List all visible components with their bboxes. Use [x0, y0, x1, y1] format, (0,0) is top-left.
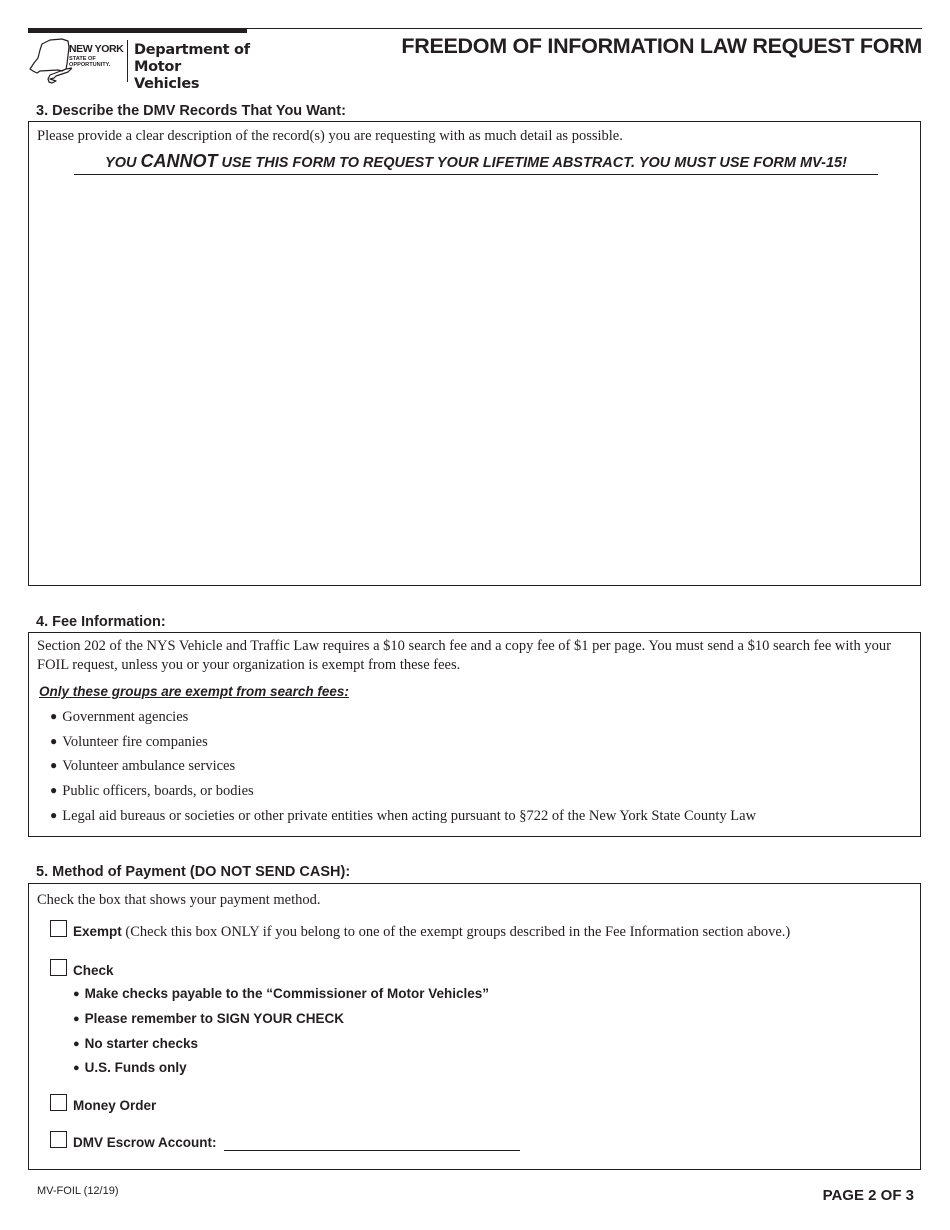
exempt-group-item: [50, 758, 235, 775]
check-note-item: [73, 1036, 198, 1051]
check-option: [73, 963, 114, 980]
logo-divider: [127, 40, 128, 82]
check-note-item: [73, 1060, 187, 1075]
exempt-group-item: [50, 808, 756, 825]
logo-state-name: NEW YORK: [69, 43, 124, 55]
check-note-item: [73, 1011, 344, 1026]
warning-emphasis: CANNOT: [140, 151, 218, 171]
money-order-checkbox[interactable]: [50, 1094, 67, 1111]
exempt-group-text: Legal aid bureaus or societies or other private entities when acting pursuant to §722 of the New York State County Law: [62, 808, 757, 824]
escrow-label: DMV Escrow Account:: [73, 1135, 217, 1150]
exempt-checkbox[interactable]: [50, 920, 67, 937]
exempt-group-text: Government agencies: [62, 709, 189, 725]
exempt-note: (Check this box ONLY if you belong to one of the exempt groups described in the Fee Information section above.): [121, 924, 791, 940]
money-order-label: Money Order: [73, 1098, 157, 1113]
fee-paragraph: Section 202 of the NYS Vehicle and Traffic Law requires a $10 search fee and a copy fee of $1 per page. You must send a $10 search fee with your FOIL request, unless you or your organization is exempt from these fees.: [37, 638, 891, 673]
records-description-box[interactable]: [28, 121, 921, 586]
check-note-item: [73, 986, 489, 1001]
bullet-icon: ●: [50, 734, 58, 748]
exempt-group-text: Volunteer fire companies: [62, 734, 208, 750]
logo-dept-line2: Motor Vehicles: [134, 59, 200, 92]
bullet-icon: ●: [50, 709, 58, 723]
check-note-text: Make checks payable to the “Commissioner of Motor Vehicles”: [84, 986, 490, 1001]
money-order-option: [73, 1098, 156, 1115]
exempt-option: [73, 924, 790, 941]
escrow-checkbox[interactable]: [50, 1131, 67, 1148]
bullet-icon: ●: [73, 1013, 80, 1025]
new-york-state-outline-icon: [28, 38, 72, 86]
check-label: Check: [73, 963, 114, 978]
bullet-icon: ●: [50, 758, 58, 772]
bullet-icon: ●: [50, 783, 58, 797]
exempt-label: Exempt: [73, 924, 122, 939]
bullet-icon: ●: [73, 1062, 80, 1074]
exempt-group-text: Public officers, boards, or bodies: [62, 783, 254, 799]
section5-instruction: Check the box that shows your payment method.: [37, 892, 321, 908]
check-checkbox[interactable]: [50, 959, 67, 976]
section4-heading: 4. Fee Information:: [36, 614, 166, 630]
check-note-text: U.S. Funds only: [84, 1060, 187, 1075]
exempt-group-item: [50, 734, 208, 751]
bullet-icon: ●: [50, 808, 58, 822]
logo-dept-line1: Department of: [134, 42, 250, 58]
escrow-account-field[interactable]: [224, 1150, 520, 1151]
header-thick-bar: [28, 28, 247, 33]
check-note-text: Please remember to SIGN YOUR CHECK: [84, 1011, 344, 1026]
bullet-icon: ●: [73, 1038, 80, 1050]
warning-suffix: USE THIS FORM TO REQUEST YOUR LIFETIME ABSTRACT. YOU MUST USE FORM MV-15!: [221, 155, 847, 171]
logo-state-line2: OPPORTUNITY.: [69, 62, 111, 68]
exempt-groups-heading: Only these groups are exempt from search fees:: [39, 684, 349, 699]
page-number: PAGE 2 OF 3: [822, 1187, 914, 1204]
section3-heading: 3. Describe the DMV Records That You Want:: [36, 103, 346, 119]
logo-department: [134, 42, 250, 93]
exempt-group-item: [50, 709, 188, 726]
form-code: MV-FOIL (12/19): [37, 1185, 119, 1197]
section5-heading: 5. Method of Payment (DO NOT SEND CASH):: [36, 864, 351, 880]
lifetime-abstract-warning: [74, 151, 878, 175]
logo-state-line1: STATE OF: [69, 56, 96, 62]
bullet-icon: ●: [73, 988, 80, 1000]
nys-dmv-logo: [28, 38, 250, 92]
warning-prefix: YOU: [105, 155, 137, 171]
exempt-group-item: [50, 783, 254, 800]
check-note-text: No starter checks: [84, 1036, 198, 1051]
form-title: FREEDOM OF INFORMATION LAW REQUEST FORM: [401, 34, 922, 58]
escrow-option: [73, 1135, 217, 1152]
section3-instruction: Please provide a clear description of the record(s) you are requesting with as much detail as possible.: [37, 128, 623, 144]
exempt-group-text: Volunteer ambulance services: [62, 758, 236, 774]
